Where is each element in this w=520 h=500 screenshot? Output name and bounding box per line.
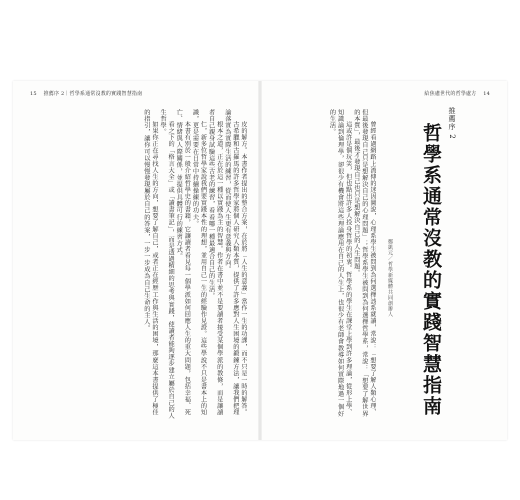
paragraph: 古希臘和古羅馬的許多哲學家將個人研究人類本質，提供了許多應對人生困境的鍛鍊方法，讓我們把理論落實為實際生活的練習，從而使人生更有意義與方向。 [223, 109, 239, 417]
right-page [260, 81, 507, 440]
left-body-text [29, 109, 247, 422]
left-running-head: 推薦序 2｜哲學系通常沒教的實踐智慧指南 [43, 91, 143, 97]
paragraph: 看之下的「格言大全」或「讀書筆記」，而是透過精細的思考與實踐，使讀者能夠逐步建立屬於自己的人生哲學。 [159, 109, 175, 420]
paragraph: 本書有別於一般介紹哲學史的書籍，它讓讀者看見每一個學派如何回應人生的重大問題，包括幸福、死亡、情緒與人際關係，並提供具體可行的練習方式。 [175, 109, 191, 417]
right-body-text [268, 109, 376, 422]
paragraph: 根本之道，正在於這一種以實踐為主的智慧。作者在書中並不是要讀者接受某個學派的教條，而是讓讀者自己親身試驗這些古老的練習，看看哪一種最適合自己的生活。 [207, 109, 223, 417]
section-label: 推薦序 2 [448, 107, 456, 140]
book-spread [13, 81, 507, 440]
right-running-head: 給焦慮世代的哲學處方 [424, 91, 477, 97]
paragraph: 這或許是個玩笑，但也點出許多人投身哲學的初衷。哲學系的學生在課堂上學到許多理論，從形上學、知識論到倫理學，卻很少有機會將這些理論應用在自己的人生上，也很少有老師會教導如何實際地過一個好的生活。 [328, 109, 352, 417]
paragraph: 如果你正在尋找人生的方向，想要了解自己，或者正在經歷工作與生活的困境，那麼這本書提供了極佳的指引，讓你可以慢慢發現屬於自己的答案，一步一步成為自己生命的主人。 [142, 109, 158, 417]
author-byline: 鄭凱元／哲學新媒體共同創辦人 [387, 239, 393, 318]
paragraph: 皮的解方。本書作者提出的整合方案，在於將「人生的意義」當作一生的功課，而不只是一時的解答。 [240, 121, 247, 417]
right-page-number: 14 [483, 91, 490, 97]
left-page-number: 15 [30, 91, 37, 97]
right-page-header [424, 90, 495, 97]
left-page [13, 81, 260, 440]
left-page-header [25, 90, 142, 97]
chapter-title: 哲學系通常沒教的實踐智慧指南 [420, 123, 442, 417]
paragraph: 仁，新多位哲學家說我們要實踐本性的理想，並用自己一生的經驗作見證。這些學說不只是書本上的知識，更是需要在日常中持續操練的功夫。 [191, 109, 207, 417]
paragraph: 曾經看過網路上流傳的迷因圖說，心理系學生被問到為何選擇該系就讀，常說：「想要了解人類心理、但最後發現自己只是想解決自己的心理問題」；哲學系學生被問到為何選擇哲學系，常說：「想要了解世界的本質」，最後才發現自己也只是想解決自己的人生問題。 [352, 109, 376, 417]
